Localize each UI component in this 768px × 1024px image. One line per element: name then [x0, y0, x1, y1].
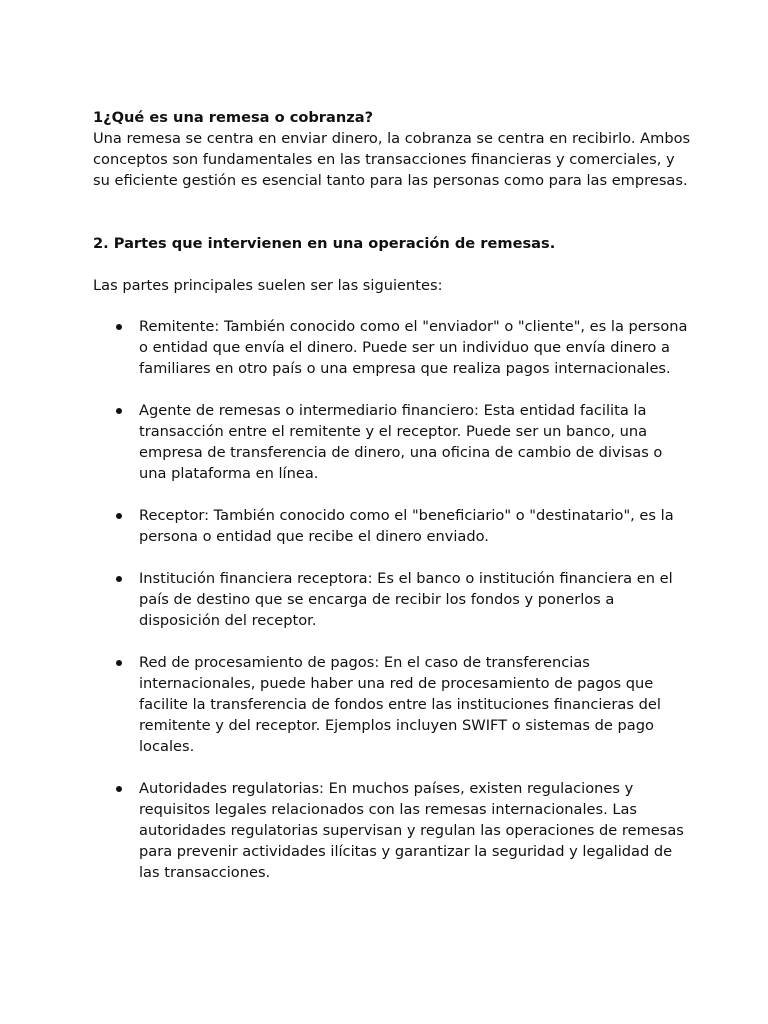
list-item-text: Remitente: También conocido como el "enviador" o "cliente", es la persona o entidad que envía el dinero. Puede ser un individuo que envía dinero a familiares en otro país o una empresa que realiza pagos internacionales. — [139, 318, 688, 377]
list-item — [93, 316, 693, 379]
bullet-icon — [116, 786, 122, 792]
list-item — [93, 400, 693, 484]
list-item-text: Receptor: También conocido como el "beneficiario" o "destinatario", es la persona o entidad que recibe el dinero enviado. — [139, 507, 674, 545]
list-item — [93, 568, 693, 631]
spacer — [93, 296, 693, 316]
bullet-icon — [116, 408, 122, 414]
list-item-text: Institución financiera receptora: Es el banco o institución financiera en el país de destino que se encarga de recibir los fondos y ponerlos a disposición del receptor. — [139, 570, 673, 629]
spacer — [93, 254, 693, 275]
bullet-icon — [116, 660, 122, 666]
section-1-heading: 1¿Qué es una remesa o cobranza? — [93, 109, 374, 126]
bullet-icon — [116, 324, 122, 330]
spacer — [93, 191, 693, 233]
list-item — [93, 505, 693, 547]
bullet-icon — [116, 576, 122, 582]
section-2-heading: 2. Partes que intervienen en una operación de remesas. — [93, 235, 556, 252]
list-item-text: Autoridades regulatorias: En muchos países, existen regulaciones y requisitos legales relacionados con las remesas internacionales. Las autoridades regulatorias supervisan y regulan las operaciones de remesas para prevenir actividades ilícitas y garantizar la seguridad y legalidad de las transacciones. — [139, 780, 684, 881]
document-content — [93, 107, 693, 883]
list-item-text: Red de procesamiento de pagos: En el caso de transferencias internacionales, puede haber una red de procesamiento de pagos que facilite la transferencia de fondos entre las instituciones financieras del remitente y del receptor. Ejemplos incluyen SWIFT o sistemas de pago locales. — [139, 654, 661, 755]
section-1-body: Una remesa se centra en enviar dinero, la cobranza se centra en recibirlo. Ambos conceptos son fundamentales en las transacciones financieras y comerciales, y su eficiente gestión es esencial tanto para las personas como para las empresas. — [93, 130, 691, 189]
section-2-intro: Las partes principales suelen ser las siguientes: — [93, 277, 443, 294]
list-item — [93, 778, 693, 883]
list-item — [93, 652, 693, 757]
list-item-text: Agente de remesas o intermediario financiero: Esta entidad facilita la transacción entre el remitente y el receptor. Puede ser un banco, una empresa de transferencia de dinero, una oficina de cambio de divisas o una plataforma en línea. — [139, 402, 663, 482]
bullet-icon — [116, 513, 122, 519]
parties-list — [93, 316, 693, 883]
